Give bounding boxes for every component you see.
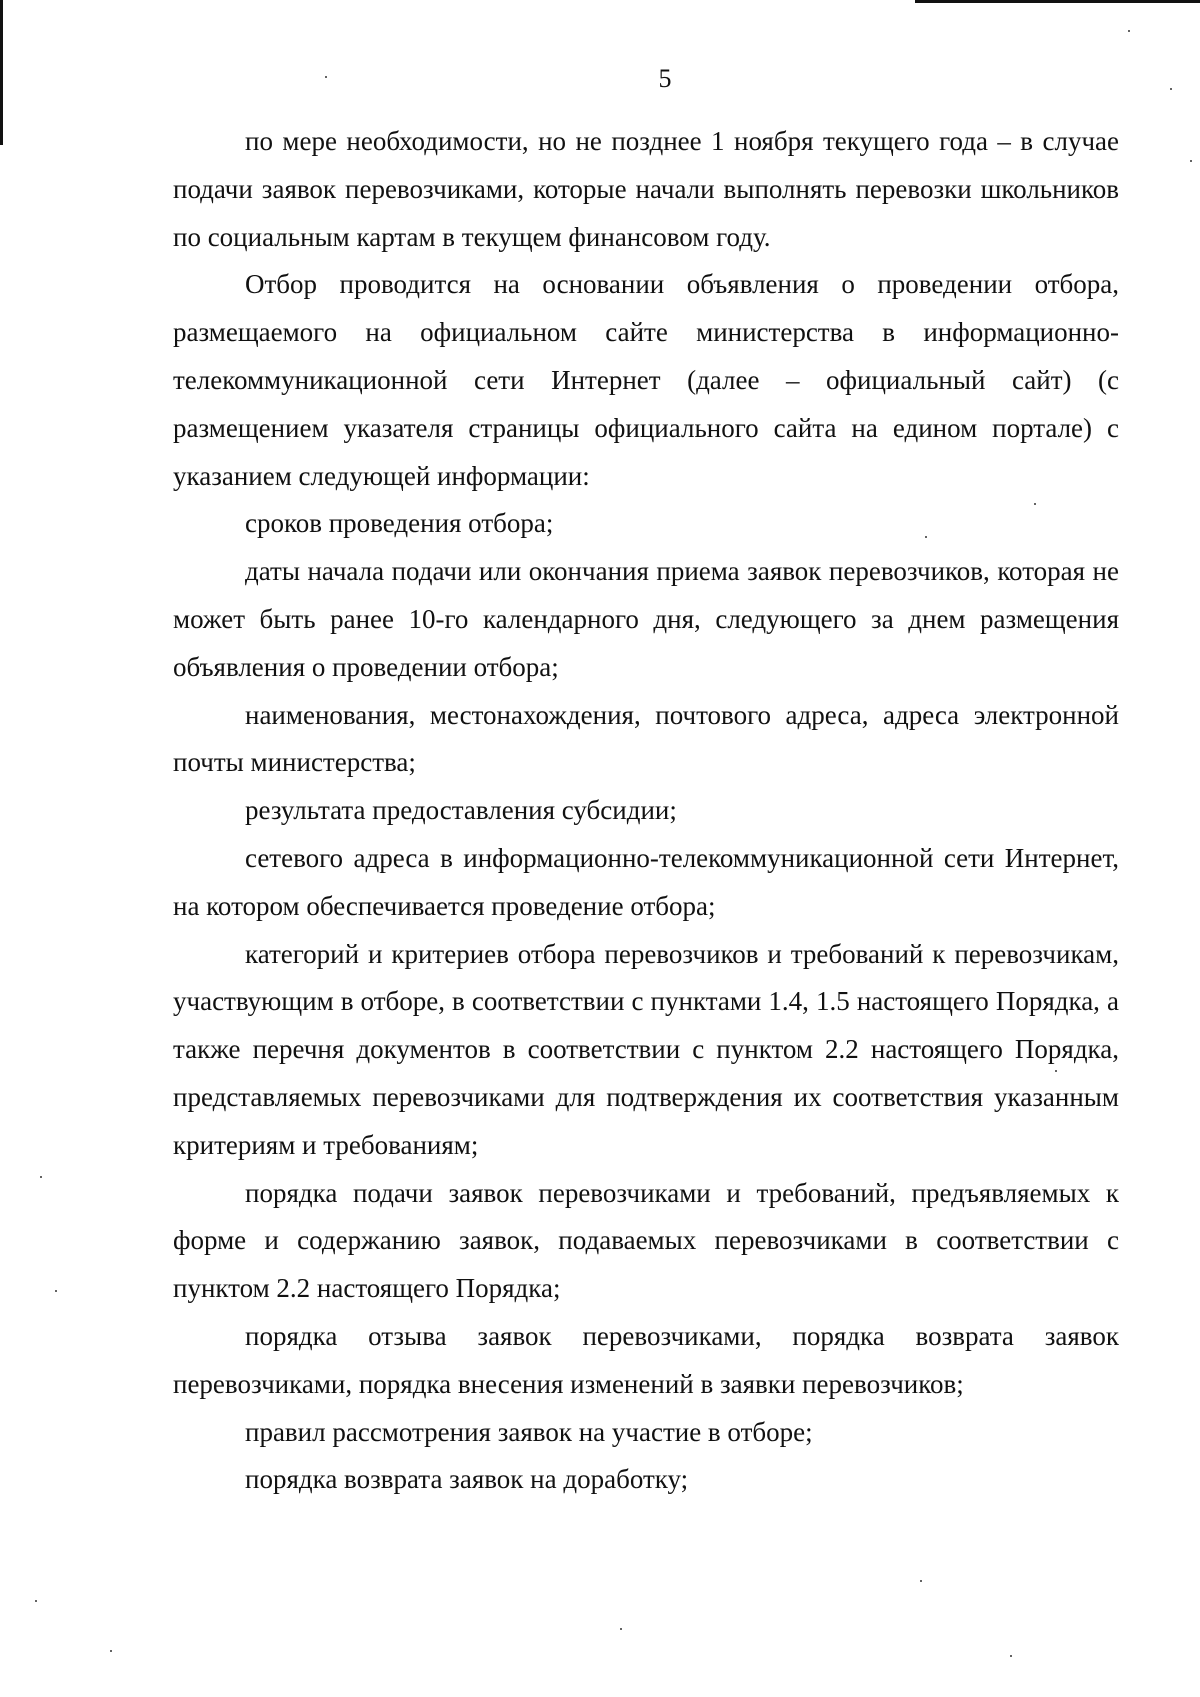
- scan-speck: [55, 1290, 57, 1292]
- paragraph: категорий и критериев отбора перевозчиков и требований к перевозчикам, участвующим в отборе, в соответствии с пунктами 1.4, 1.5 настоящего Порядка, а также перечня документов в соответствии с пунктом 2.2 настоящего Порядка, представляемых перевозчиками для подтверждения их соответствия указанным критериям и требованиям;: [173, 938, 1119, 1160]
- paragraph: результата предоставления субсидии;: [245, 795, 677, 826]
- paragraph: Отбор проводится на основании объявления о проведении отбора, размещаемого на официальном сайте министерства в информационно-телекоммуникационной сети Интернет (далее – официальный сайт) (с размещением указателя страницы официального сайта на едином портале) с указанием следующей информации:: [173, 269, 1119, 491]
- page-number: 5: [658, 64, 672, 93]
- paragraph: даты начала подачи или окончания приема заявок перевозчиков, которая не может быть ранее 10-го календарного дня, следующего за днем размещения объявления о проведении отбора;: [173, 556, 1119, 682]
- paragraph: наименования, местонахождения, почтового адреса, адреса электронной почты министерства;: [173, 699, 1119, 778]
- paragraph: сетевого адреса в информационно-телекоммуникационной сети Интернет, на котором обеспечивается проведение отбора;: [173, 842, 1119, 921]
- paragraph: сроков проведения отбора;: [245, 508, 554, 539]
- paragraph: по мере необходимости, но не позднее 1 ноября текущего года – в случае подачи заявок перевозчиками, которые начали выполнять перевозки школьников по социальным картам в текущем финансовом году.: [173, 126, 1119, 252]
- scan-speck: [925, 536, 927, 538]
- paragraph: правил рассмотрения заявок на участие в отборе;: [245, 1416, 813, 1447]
- scan-speck: [35, 1600, 37, 1602]
- scan-speck: [110, 1650, 112, 1652]
- scan-speck: [1055, 1070, 1057, 1072]
- scan-speck: [325, 76, 327, 78]
- scan-speck: [920, 1580, 922, 1582]
- scan-speck: [1190, 160, 1192, 162]
- scan-border-top: [915, 0, 1200, 3]
- paragraph: порядка отзыва заявок перевозчиками, порядка возврата заявок перевозчиками, порядка внесения изменений в заявки перевозчиков;: [173, 1320, 1119, 1399]
- paragraph: порядка подачи заявок перевозчиками и требований, предъявляемых к форме и содержанию заявок, подаваемых перевозчиками в соответствии с пунктом 2.2 настоящего Порядка;: [173, 1177, 1119, 1304]
- scan-speck: [1034, 503, 1036, 505]
- scan-speck: [1128, 30, 1130, 32]
- scan-speck: [1010, 1655, 1012, 1657]
- scan-speck: [40, 1176, 42, 1178]
- scan-speck: [620, 1628, 622, 1630]
- scan-speck: [1170, 88, 1172, 90]
- document-body: [173, 118, 1119, 1504]
- paragraph: порядка возврата заявок на доработку;: [245, 1464, 689, 1495]
